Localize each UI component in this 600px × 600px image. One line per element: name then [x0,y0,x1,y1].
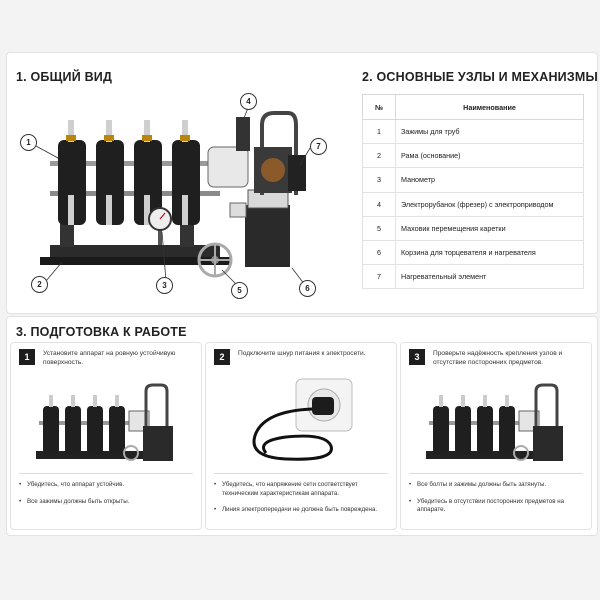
row-number: 1 [363,120,396,144]
row-name: Корзина для торцевателя и нагревателя [396,240,584,264]
callout-6: 6 [299,280,316,297]
row-number: 5 [363,216,396,240]
callout-2: 2 [31,276,48,293]
step-number: 2 [214,349,230,365]
row-number: 7 [363,265,396,289]
components-table [362,94,584,289]
list-item: • Убедитесь, что напряжение сети соответствует техническим характеристикам аппарата. [214,481,390,498]
step-divider [409,473,583,474]
callout-3: 3 [156,277,173,294]
step-card-2 [205,342,397,530]
list-item: • Все зажимы должны быть открыты. [19,498,195,507]
table-row [363,120,584,144]
row-name: Нагревательный элемент [396,265,584,289]
step-checklist [409,481,585,523]
step-instruction: Проверьте надёжность крепления узлов и отсутствие посторонних предметов. [433,350,563,366]
callout-7: 7 [310,138,327,155]
row-number: 2 [363,144,396,168]
table-row [363,144,584,168]
row-name: Зажимы для труб [396,120,584,144]
table-row [363,265,584,289]
row-name: Электрорубанок (фрезер) с электроприводом [396,192,584,216]
step-checklist [19,481,195,514]
row-number: 3 [363,168,396,192]
table-row [363,240,584,264]
list-item: • Убедитесь в отсутствии посторонних предметов на аппарате. [409,498,585,515]
table-row [363,168,584,192]
row-number: 4 [363,192,396,216]
list-item: • Убедитесь, что аппарат устойчив. [19,481,195,490]
step-number: 3 [409,349,425,365]
section-title-preparation: 3. ПОДГОТОВКА К РАБОТЕ [16,325,187,339]
table-header-row [363,95,584,120]
header-number: № [363,95,396,120]
section-title-overview: 1. ОБЩИЙ ВИД [16,70,113,84]
step-instruction: Установите аппарат на ровную устойчивую поверхность. [43,350,176,366]
row-name: Рама (основание) [396,144,584,168]
callout-4: 4 [240,93,257,110]
table-row [363,192,584,216]
row-number: 6 [363,240,396,264]
callout-1: 1 [20,134,37,151]
callout-5: 5 [231,282,248,299]
row-name: Манометр [396,168,584,192]
table-row [363,216,584,240]
step-number: 1 [19,349,35,365]
step-card-1 [10,342,202,530]
machine-thumbnail [421,381,571,471]
list-item: • Линия электропередачи не должна быть повреждена. [214,506,390,515]
row-name: Маховик перемещения каретки [396,216,584,240]
step-divider [19,473,193,474]
step-card-3 [400,342,592,530]
step-checklist [214,481,390,523]
list-item: • Все болты и зажимы должны быть затянуты. [409,481,585,490]
section-title-components: 2. ОСНОВНЫЕ УЗЛЫ И МЕХАНИЗМЫ [362,70,598,84]
step-instruction: Подключите шнур питания к электросети. [238,350,366,357]
step-divider [214,473,388,474]
power-cord-illustration [226,371,376,471]
header-name: Наименование [396,95,584,120]
machine-thumbnail [31,381,181,471]
